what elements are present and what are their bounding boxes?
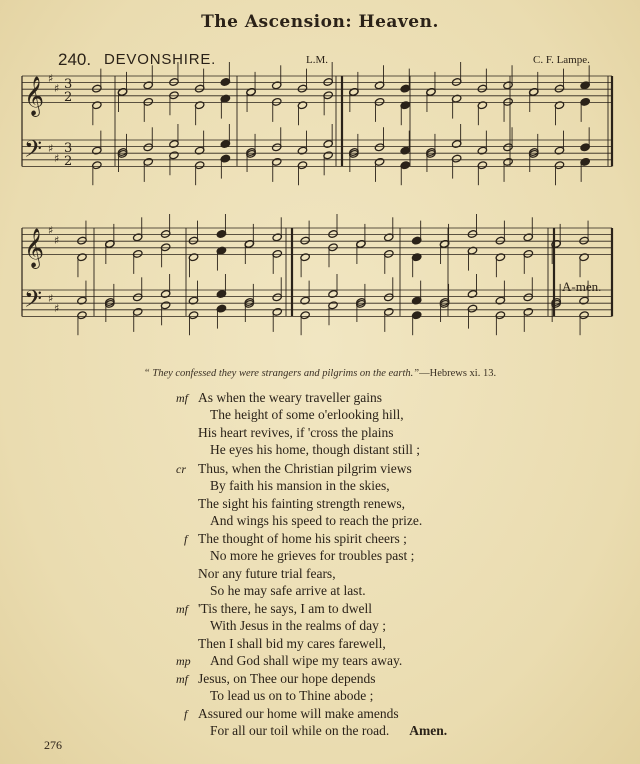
verse-line: He eyes his home, though distant still ; — [210, 442, 420, 458]
dynamic-marking: cr — [176, 462, 186, 476]
sharp-icon: ♯ — [48, 292, 54, 305]
music-score — [0, 0, 640, 364]
sharp-icon: ♯ — [48, 224, 54, 237]
verse-line: Then I shall bid my cares farewell, — [198, 635, 386, 651]
scripture-text: “ They confessed they were strangers and pilgrims on the earth.” — [143, 368, 420, 379]
sharp-icon: ♯ — [48, 72, 54, 85]
verse-line: The height of some o'erlooking hill, — [210, 407, 404, 423]
verse-line: Thus, when the Christian pilgrim views — [198, 461, 412, 476]
dynamic-marking: mf — [176, 672, 188, 686]
treble-clef-icon: 𝄞 — [24, 228, 45, 268]
page-number: 276 — [44, 738, 62, 752]
time-signature: 2 — [64, 90, 73, 105]
amen-label: A-men. — [562, 279, 602, 294]
sharp-icon: ♯ — [54, 152, 60, 165]
verse-line: So he may safe arrive at last. — [210, 583, 366, 599]
treble-clef-icon: 𝄞 — [24, 76, 45, 116]
verse-line: By faith his mansion in the skies, — [210, 478, 390, 494]
scripture-reference: —Hebrews xi. 13. — [419, 368, 497, 379]
scripture-quote — [0, 368, 640, 379]
verse-line: As when the weary traveller gains — [198, 390, 383, 405]
sharp-icon: ♯ — [54, 82, 60, 95]
bass-clef-icon: 𝄢 — [24, 135, 43, 168]
verse-line: For all our toil while on the road. Amen. — [210, 723, 448, 739]
verse-line: 'Tis there, he says, I am to dwell — [198, 601, 373, 616]
time-signature: 2 — [64, 154, 73, 169]
sharp-icon: ♯ — [54, 302, 60, 315]
verse-line: No more he grieves for troubles past ; — [210, 548, 415, 564]
verse-line: The thought of home his spirit cheers ; — [198, 531, 407, 546]
meter: L.M. — [306, 54, 328, 66]
running-head: The Ascension: Heaven. — [201, 12, 439, 32]
time-signature: 3 — [64, 141, 73, 156]
time-signature: 3 — [64, 77, 73, 92]
verse-line: With Jesus in the realms of day ; — [210, 618, 387, 634]
verse-line: Jesus, on Thee our hope depends — [198, 671, 376, 686]
dynamic-marking: mf — [176, 602, 188, 616]
bass-clef-icon: 𝄢 — [24, 285, 43, 318]
verse-line: The sight his fainting strength renews, — [198, 495, 405, 511]
sharp-icon: ♯ — [54, 234, 60, 247]
verse-line: And God shall wipe my tears away. — [210, 653, 403, 669]
sharp-icon: ♯ — [48, 142, 54, 155]
verse-line: His heart revives, if 'cross the plains — [198, 424, 394, 440]
verse-line: Assured our home will make amends — [198, 705, 399, 721]
dynamic-marking: mf — [176, 391, 188, 405]
tune-name: DEVONSHIRE. — [104, 51, 217, 68]
verse-line: And wings his speed to reach the prize. — [210, 513, 423, 529]
hymn-number: 240. — [58, 50, 92, 69]
dynamic-marking: mp — [176, 654, 191, 669]
dynamic-marking: f — [184, 706, 188, 721]
amen-text: Amen. — [409, 723, 448, 739]
dynamic-marking: f — [184, 532, 188, 546]
verse-line: To lead us on to Thine abode ; — [210, 688, 374, 704]
composer: C. F. Lampe. — [533, 54, 590, 66]
verse-line: Nor any future trial fears, — [198, 565, 336, 581]
